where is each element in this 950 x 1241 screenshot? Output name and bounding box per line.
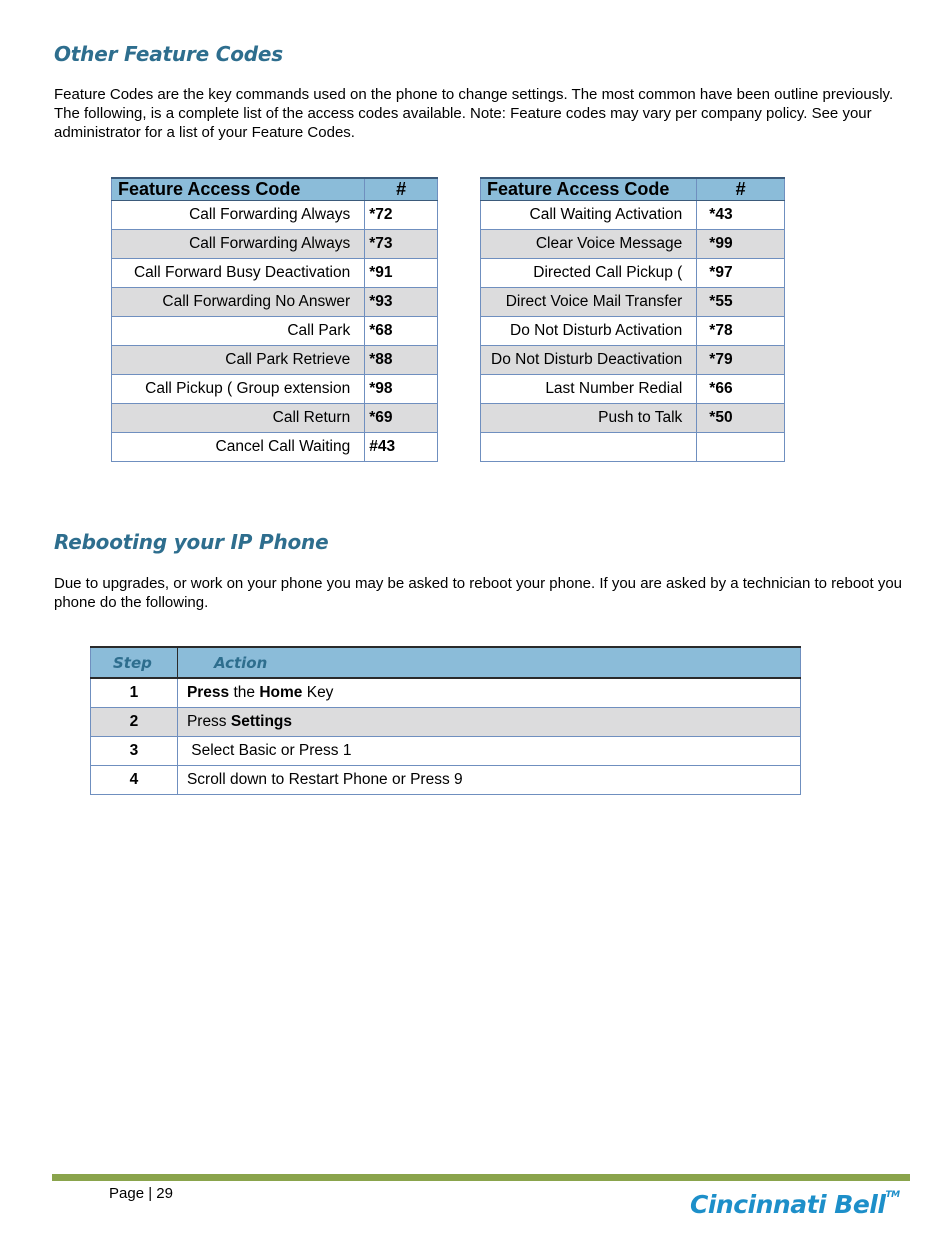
step-number: 2 — [91, 708, 178, 737]
header-step: Step — [91, 647, 178, 678]
feature-name: Do Not Disturb Deactivation — [481, 346, 697, 375]
feature-code: *69 — [365, 404, 438, 433]
feature-name: Do Not Disturb Activation — [481, 317, 697, 346]
table-row — [481, 433, 785, 462]
feature-code: *66 — [697, 375, 785, 404]
feature-name: Call Waiting Activation — [481, 201, 697, 230]
table-row — [481, 346, 785, 375]
table-row — [112, 433, 438, 462]
feature-name: Call Park Retrieve — [112, 346, 365, 375]
feature-code: *91 — [365, 259, 438, 288]
action-text: Press — [186, 713, 231, 730]
footer-divider — [52, 1174, 910, 1181]
header-feature-access-code: Feature Access Code — [112, 178, 365, 201]
feature-code: *55 — [697, 288, 785, 317]
rebooting-intro: Due to upgrades, or work on your phone you may be asked to reboot your phone. If you are asked by a technician to reboot you phone do the following. — [54, 575, 903, 611]
table-row — [91, 766, 801, 795]
step-action — [177, 766, 800, 795]
feature-code — [697, 433, 785, 462]
section-title-rebooting: Rebooting your IP Phone — [54, 530, 329, 554]
feature-name: Call Return — [112, 404, 365, 433]
feature-code: *97 — [697, 259, 785, 288]
logo-text: Cincinnati Bell — [690, 1190, 886, 1219]
action-text: Scroll down to Restart Phone or Press 9 — [186, 771, 463, 788]
section-title-feature-codes: Other Feature Codes — [54, 42, 283, 66]
step-number: 3 — [91, 737, 178, 766]
reboot-steps-table — [90, 646, 801, 795]
table-row — [481, 230, 785, 259]
action-text: Key — [302, 684, 334, 701]
feature-name: Directed Call Pickup ( — [481, 259, 697, 288]
feature-name — [481, 433, 697, 462]
feature-code: *50 — [697, 404, 785, 433]
feature-codes-intro: Feature Codes are the key commands used on the phone to change settings. The most common have been outline previously. The following, is a complete list of the access codes available. Note: Feature codes may vary per company policy. See your administrator for a list of your Feature Codes. — [54, 86, 894, 141]
table-row — [481, 259, 785, 288]
action-text: the — [229, 684, 260, 701]
table-row — [91, 737, 801, 766]
step-action — [177, 737, 800, 766]
feature-code: *73 — [365, 230, 438, 259]
header-hash: # — [697, 178, 785, 201]
page-number: Page | 29 — [109, 1185, 173, 1202]
feature-codes-table-left — [111, 177, 438, 462]
table-row — [481, 375, 785, 404]
table-row — [112, 288, 438, 317]
feature-name: Clear Voice Message — [481, 230, 697, 259]
table-header-row — [481, 178, 785, 201]
table-row — [112, 201, 438, 230]
feature-code: *99 — [697, 230, 785, 259]
action-text-bold: Home — [259, 684, 303, 701]
feature-name: Call Forwarding Always — [112, 230, 365, 259]
action-text-bold: Press — [186, 684, 230, 701]
feature-name: Direct Voice Mail Transfer — [481, 288, 697, 317]
step-action — [177, 708, 800, 737]
table-row — [112, 317, 438, 346]
feature-code: *79 — [697, 346, 785, 375]
feature-code: *43 — [697, 201, 785, 230]
table-row — [481, 404, 785, 433]
table-row — [112, 346, 438, 375]
feature-name: Push to Talk — [481, 404, 697, 433]
feature-name: Cancel Call Waiting — [112, 433, 365, 462]
header-feature-access-code: Feature Access Code — [481, 178, 697, 201]
table-row — [481, 317, 785, 346]
feature-name: Last Number Redial — [481, 375, 697, 404]
table-header-row — [91, 647, 801, 678]
table-row — [112, 259, 438, 288]
feature-name: Call Forwarding Always — [112, 201, 365, 230]
logo-trademark: TM — [885, 1190, 900, 1200]
action-text: Select Basic or Press 1 — [186, 742, 352, 759]
table-row — [112, 404, 438, 433]
feature-code: *93 — [365, 288, 438, 317]
feature-code: *98 — [365, 375, 438, 404]
table-row — [481, 201, 785, 230]
table-row — [112, 230, 438, 259]
step-action — [177, 678, 800, 708]
feature-code: #43 — [365, 433, 438, 462]
step-number: 4 — [91, 766, 178, 795]
table-row — [481, 288, 785, 317]
table-row — [91, 708, 801, 737]
feature-name: Call Forward Busy Deactivation — [112, 259, 365, 288]
header-action: Action — [177, 647, 800, 678]
step-number: 1 — [91, 678, 178, 708]
feature-name: Call Park — [112, 317, 365, 346]
feature-name: Call Forwarding No Answer — [112, 288, 365, 317]
feature-code: *78 — [697, 317, 785, 346]
action-text-bold: Settings — [230, 713, 293, 730]
table-row — [91, 678, 801, 708]
feature-name: Call Pickup ( Group extension — [112, 375, 365, 404]
cincinnati-bell-logo — [690, 1190, 900, 1219]
feature-codes-table-right — [480, 177, 785, 462]
feature-code: *88 — [365, 346, 438, 375]
table-header-row — [112, 178, 438, 201]
feature-code: *72 — [365, 201, 438, 230]
feature-code: *68 — [365, 317, 438, 346]
header-hash: # — [365, 178, 438, 201]
table-row — [112, 375, 438, 404]
